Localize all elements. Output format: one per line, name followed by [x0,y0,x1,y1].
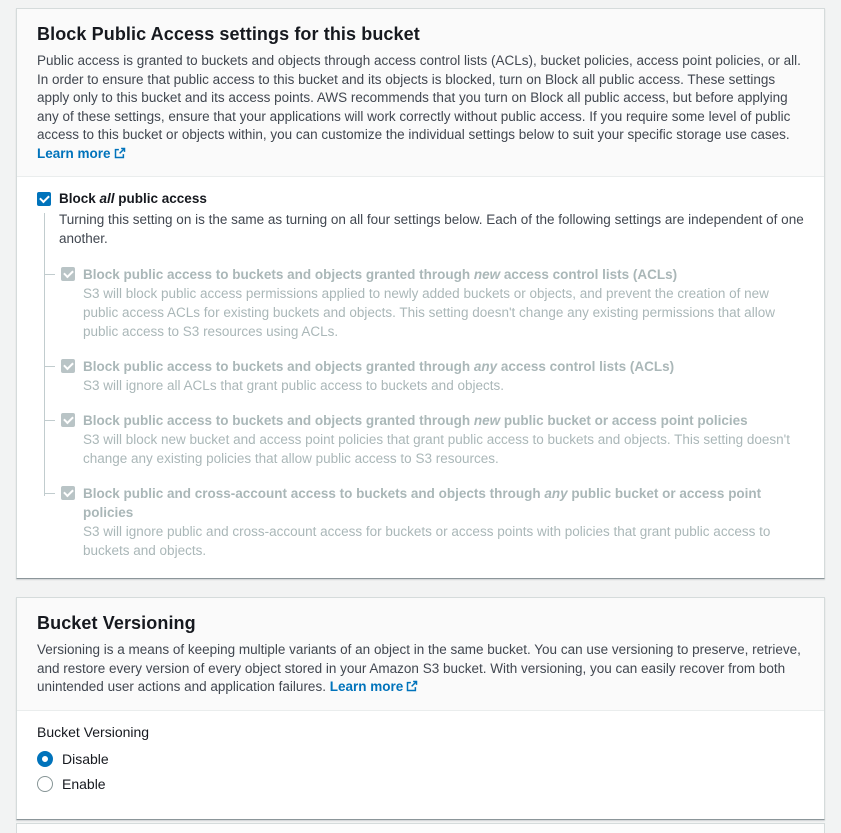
sub-setting-description: S3 will block public access permissions applied to newly added buckets or objects, and prevent the creation of new public access ACLs for existing buckets and objects. This setting doesn't change any existing permissions that allow public access to S3 resources using ACLs. [83,286,775,339]
disable-radio-label: Disable [62,750,109,767]
bucket-versioning-field-label: Bucket Versioning [37,723,150,740]
external-link-icon [114,147,126,159]
sub-setting-description: S3 will block new bucket and access point policies that grant public access to buckets and objects. This setting doesn't change any existing policies that allow public access to S3 resources. [83,432,790,466]
sub-setting-title: Block public access to buckets and objects granted through new public bucket or access point policies [83,413,748,428]
versioning-disable-option[interactable] [37,751,804,767]
learn-more-link[interactable] [37,146,126,161]
sub-setting-text [83,411,804,468]
sub-setting-row [44,265,804,341]
section-title: Bucket Versioning [37,613,196,633]
bucket-versioning-body [17,711,824,819]
section-title: Block Public Access settings for this bucket [37,24,420,44]
block-all-public-access-row [37,190,804,208]
versioning-enable-option[interactable] [37,776,804,792]
section-description-text: Public access is granted to buckets and objects through access control lists (ACLs), bucket policies, access point policies, or all. In order to ensure that public access to this bucket and its objects is blocked, turn on Block all public access. These settings apply only to this bucket and its access points. AWS recommends that you turn on Block all public access, but before applying any of these settings, ensure that your applications will work correctly without public access. If you require some level of public access to this bucket or objects within, you can customize the individual settings below to suit your specific storage use cases. [37,53,801,142]
next-section-card-edge [16,823,825,833]
enable-radio[interactable] [37,776,53,792]
sub-setting-text [83,357,674,395]
enable-radio-label: Enable [62,775,106,792]
sub-setting-title: Block public and cross-account access to buckets and objects through any public bucket or access point policies [83,486,762,520]
block-all-public-access-checkbox[interactable] [37,192,51,206]
sub-settings-tree [37,210,804,560]
sub-setting-row [44,484,804,560]
block-public-access-body [17,177,824,578]
learn-more-link[interactable] [330,679,419,694]
external-link-icon [406,680,418,692]
sub-setting-description: S3 will ignore all ACLs that grant public access to buckets and objects. [83,378,504,393]
block-any-acls-checkbox [61,359,75,373]
sub-setting-text [83,265,804,341]
block-any-policies-checkbox [61,486,75,500]
block-new-acls-checkbox [61,267,75,281]
learn-more-label: Learn more [329,679,404,694]
disable-radio[interactable] [37,751,53,767]
section-description-text: Versioning is a means of keeping multiple variants of an object in the same bucket. You can use versioning to preserve, retrieve, and restore every version of every object stored in your Amazon S3 bucket. With versioning, you can easily recover from both unintended user actions and application failures. [37,642,801,694]
sub-setting-text [83,484,804,560]
bucket-versioning-header [17,598,824,711]
block-public-access-section [16,8,825,579]
sub-setting-title: Block public access to buckets and objects granted through any access control lists (ACLs) [83,359,675,374]
sub-setting-row [44,411,804,468]
sub-setting-row [44,357,804,395]
block-all-public-access-label: Block all public access [59,191,207,206]
learn-more-label: Learn more [37,145,111,161]
section-description [37,52,804,163]
section-description [37,641,804,697]
bucket-versioning-section [16,597,825,820]
sub-setting-description: S3 will ignore public and cross-account access for buckets or access points with policies that grant public access to buckets and objects. [83,524,771,558]
block-public-access-header [17,9,824,177]
block-all-help-text: Turning this setting on is the same as turning on all four settings below. Each of the following settings are independent of one another. [59,212,804,246]
sub-setting-title: Block public access to buckets and objects granted through new access control lists (ACLs) [83,267,678,282]
block-new-policies-checkbox [61,413,75,427]
